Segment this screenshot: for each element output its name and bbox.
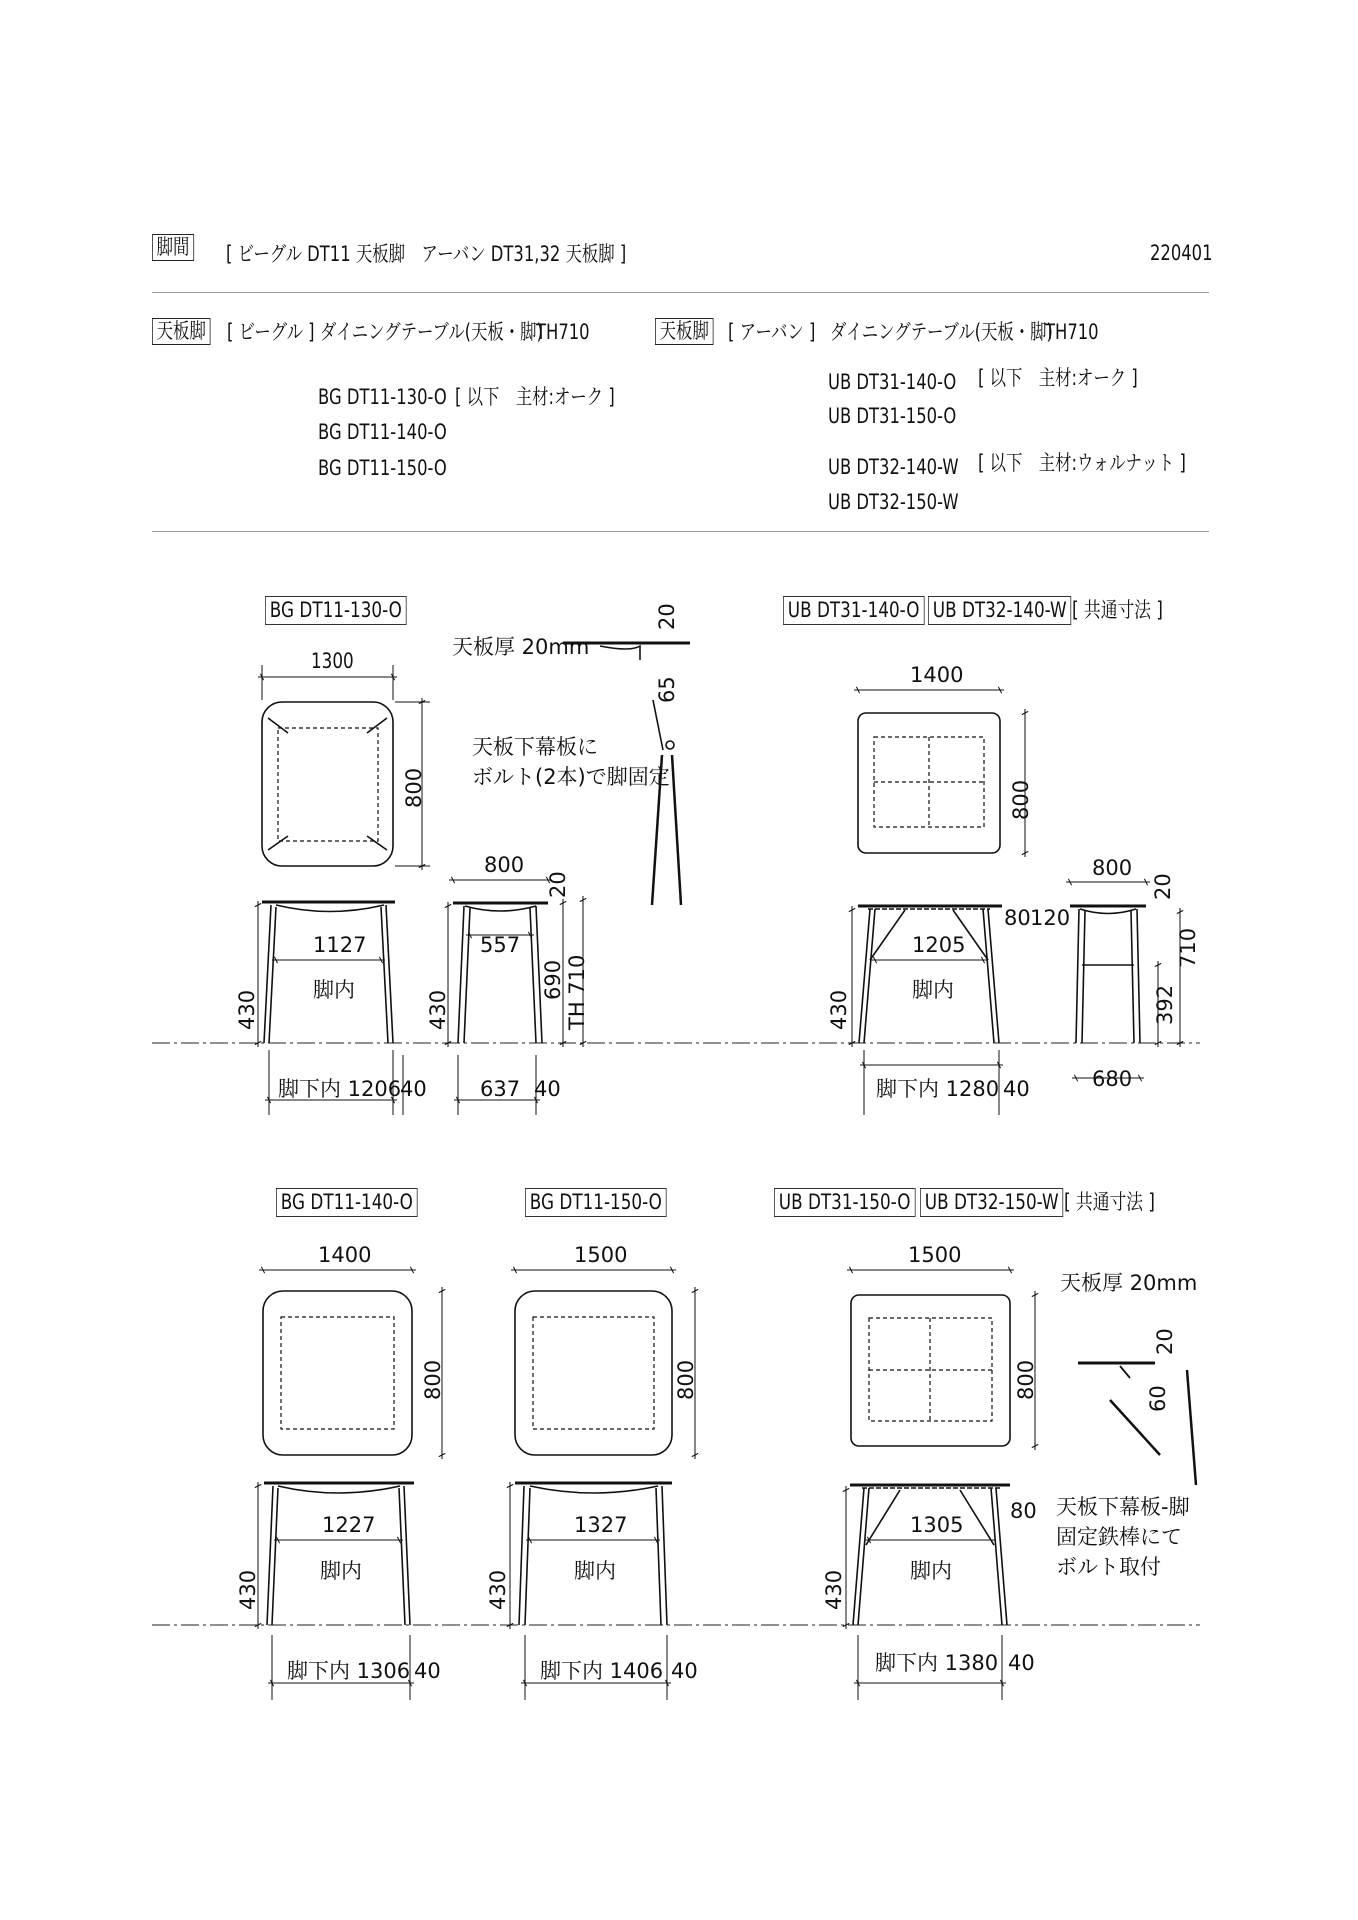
document-code: 220401 xyxy=(1150,241,1213,265)
bg130-width: 1300 xyxy=(311,649,354,674)
header-tag: 脚間 xyxy=(152,234,194,261)
spec-left-model-3: BG DT11-150-O xyxy=(318,456,447,480)
bg130-side-depth: 800 xyxy=(484,853,525,877)
bg130-690: 690 xyxy=(541,959,565,1000)
bg140-width: 1400 xyxy=(318,1243,372,1267)
ub150-note-1: 天板下幕板-脚 xyxy=(1056,1495,1190,1519)
bg140-inner-label: 脚内 xyxy=(320,1559,362,1583)
spec-left-series: [ ビーグル ] xyxy=(227,320,315,344)
bg150-foot-inner: 脚下内 1406 xyxy=(540,1659,664,1683)
bg130-top-thk: 20 xyxy=(546,871,570,898)
bg130-th: TH 710 xyxy=(565,954,589,1030)
bg130-side-inner: 557 xyxy=(480,933,521,957)
ub150-inner: 1305 xyxy=(910,1513,964,1537)
spec-right-oak-model-2: UB DT31-150-O xyxy=(828,404,957,428)
ub150-detail xyxy=(1078,1363,1196,1485)
detail-note-1: 天板下幕板に xyxy=(472,735,598,759)
label-ub32-140: UB DT32-140-W xyxy=(928,596,1071,625)
ub140-width: 1400 xyxy=(910,663,964,687)
bg130-foot: 40 xyxy=(400,1077,427,1101)
common-dims-2: [ 共通寸法 ] xyxy=(1064,1190,1155,1214)
bg140-front-view xyxy=(264,1483,414,1625)
ub140-side-top: 20 xyxy=(1151,873,1175,900)
bg130-leg-height: 430 xyxy=(235,989,259,1030)
ub140-d80: 80 xyxy=(1004,906,1031,930)
label-ub31-150: UB DT31-150-O xyxy=(774,1188,915,1217)
ub140-d120: 120 xyxy=(1030,906,1071,930)
bg130-depth: 800 xyxy=(402,767,426,808)
spec-right-series: [ アーバン ] xyxy=(728,320,816,344)
bg140-foot: 40 xyxy=(414,1659,441,1683)
header-title: [ ビーグル DT11 天板脚 アーバン DT31,32 天板脚 ] xyxy=(226,242,627,266)
label-bg140: BG DT11-140-O xyxy=(276,1188,418,1217)
spec-left-tag: 天板脚 xyxy=(152,318,211,345)
spec-left-model-1: BG DT11-130-O xyxy=(318,385,447,409)
bg130-inner-label: 脚内 xyxy=(313,978,355,1002)
ub140-inner: 1205 xyxy=(912,933,966,957)
spec-left-material: [ 以下 主材:オーク ] xyxy=(455,385,615,409)
ub150-front-view xyxy=(850,1485,1010,1625)
ub150-note-2: 固定鉄棒にて xyxy=(1056,1525,1182,1549)
ub150-t60: 60 xyxy=(1146,1385,1170,1412)
ub140-depth: 800 xyxy=(1009,779,1033,820)
ub150-inner-label: 脚内 xyxy=(910,1559,952,1583)
ub150-foot: 40 xyxy=(1008,1651,1035,1675)
ub150-depth: 800 xyxy=(1014,1359,1038,1400)
ub150-width: 1500 xyxy=(908,1243,962,1267)
ub140-side-view xyxy=(1070,906,1146,1043)
ub150-d80: 80 xyxy=(1010,1499,1037,1523)
ub140-front-view xyxy=(858,906,1002,1043)
ub150-leg-height: 430 xyxy=(822,1569,846,1610)
ub140-plan-view xyxy=(858,713,1000,853)
label-bg130: BG DT11-130-O xyxy=(265,596,407,625)
ub150-plan-view xyxy=(851,1295,1010,1446)
spec-right-walnut-model-1: UB DT32-140-W xyxy=(828,455,959,479)
bg150-leg-height: 430 xyxy=(486,1569,510,1610)
bg150-width: 1500 xyxy=(574,1243,628,1267)
ub140-foot-inner: 脚下内 1280 xyxy=(876,1077,1000,1101)
detail-note-2: ボルト(2本)で脚固定 xyxy=(472,765,670,789)
detail-t20: 20 xyxy=(655,603,679,630)
bg130-inner: 1127 xyxy=(313,933,367,957)
spec-left-product: ダイニングテーブル(天板・脚) xyxy=(320,320,543,344)
ub150-note-3: ボルト取付 xyxy=(1056,1555,1161,1579)
bg140-inner: 1227 xyxy=(322,1513,376,1537)
bg130-front-view xyxy=(262,902,395,1043)
ub140-foot: 40 xyxy=(1003,1077,1030,1101)
bg150-depth: 800 xyxy=(674,1359,698,1400)
bg140-depth: 800 xyxy=(421,1359,445,1400)
spec-right-walnut-note: [ 以下 主材:ウォルナット ] xyxy=(978,451,1186,475)
bg130-side-foot-w: 40 xyxy=(534,1077,561,1101)
bg130-side-view xyxy=(453,903,548,1043)
spec-right-product: ダイニングテーブル(天板・脚) xyxy=(830,320,1053,344)
bg130-foot-inner: 脚下内 1206 xyxy=(278,1077,402,1101)
ub140-leg-height: 430 xyxy=(827,989,851,1030)
spec-right-oak-note: [ 以下 主材:オーク ] xyxy=(978,366,1138,390)
bg150-front-view xyxy=(515,1483,672,1625)
bg130-side-leg: 430 xyxy=(426,989,450,1030)
spec-right-tag: 天板脚 xyxy=(655,318,714,345)
bg130-frame xyxy=(278,728,378,841)
spec-right-height: TH710 xyxy=(1045,320,1099,344)
label-ub32-150: UB DT32-150-W xyxy=(920,1188,1063,1217)
detail-t65: 65 xyxy=(655,676,679,703)
bg140-leg-height: 430 xyxy=(236,1569,260,1610)
ub150-foot-inner: 脚下内 1380 xyxy=(875,1651,999,1675)
spec-left-height: TH710 xyxy=(536,320,590,344)
ub140-inner-label: 脚内 xyxy=(912,978,954,1002)
bg140-foot-inner: 脚下内 1306 xyxy=(287,1659,411,1683)
detail-thickness: 天板厚 20mm xyxy=(452,635,590,659)
ub140-side-h: 710 xyxy=(1176,927,1200,968)
bg150-inner: 1327 xyxy=(574,1513,628,1537)
bg130-plan-view xyxy=(262,702,393,866)
spec-right-walnut-model-2: UB DT32-150-W xyxy=(828,490,959,514)
bg140-plan-view xyxy=(263,1291,412,1455)
spec-right-oak-model-1: UB DT31-140-O xyxy=(828,370,957,394)
label-bg150: BG DT11-150-O xyxy=(525,1188,667,1217)
ub140-side-foot: 680 xyxy=(1092,1067,1133,1091)
bg130-side-foot: 637 xyxy=(480,1077,521,1101)
ub150-t20: 20 xyxy=(1153,1328,1177,1355)
bg150-plan-view xyxy=(515,1291,672,1455)
label-ub31-140: UB DT31-140-O xyxy=(783,596,924,625)
ub150-thickness: 天板厚 20mm xyxy=(1060,1271,1198,1295)
common-dims-1: [ 共通寸法 ] xyxy=(1072,598,1163,622)
bg150-foot: 40 xyxy=(671,1659,698,1683)
ub140-side-392: 392 xyxy=(1153,984,1177,1025)
bg150-inner-label: 脚内 xyxy=(574,1559,616,1583)
ub140-side-depth: 800 xyxy=(1092,856,1133,880)
spec-left-model-2: BG DT11-140-O xyxy=(318,420,447,444)
